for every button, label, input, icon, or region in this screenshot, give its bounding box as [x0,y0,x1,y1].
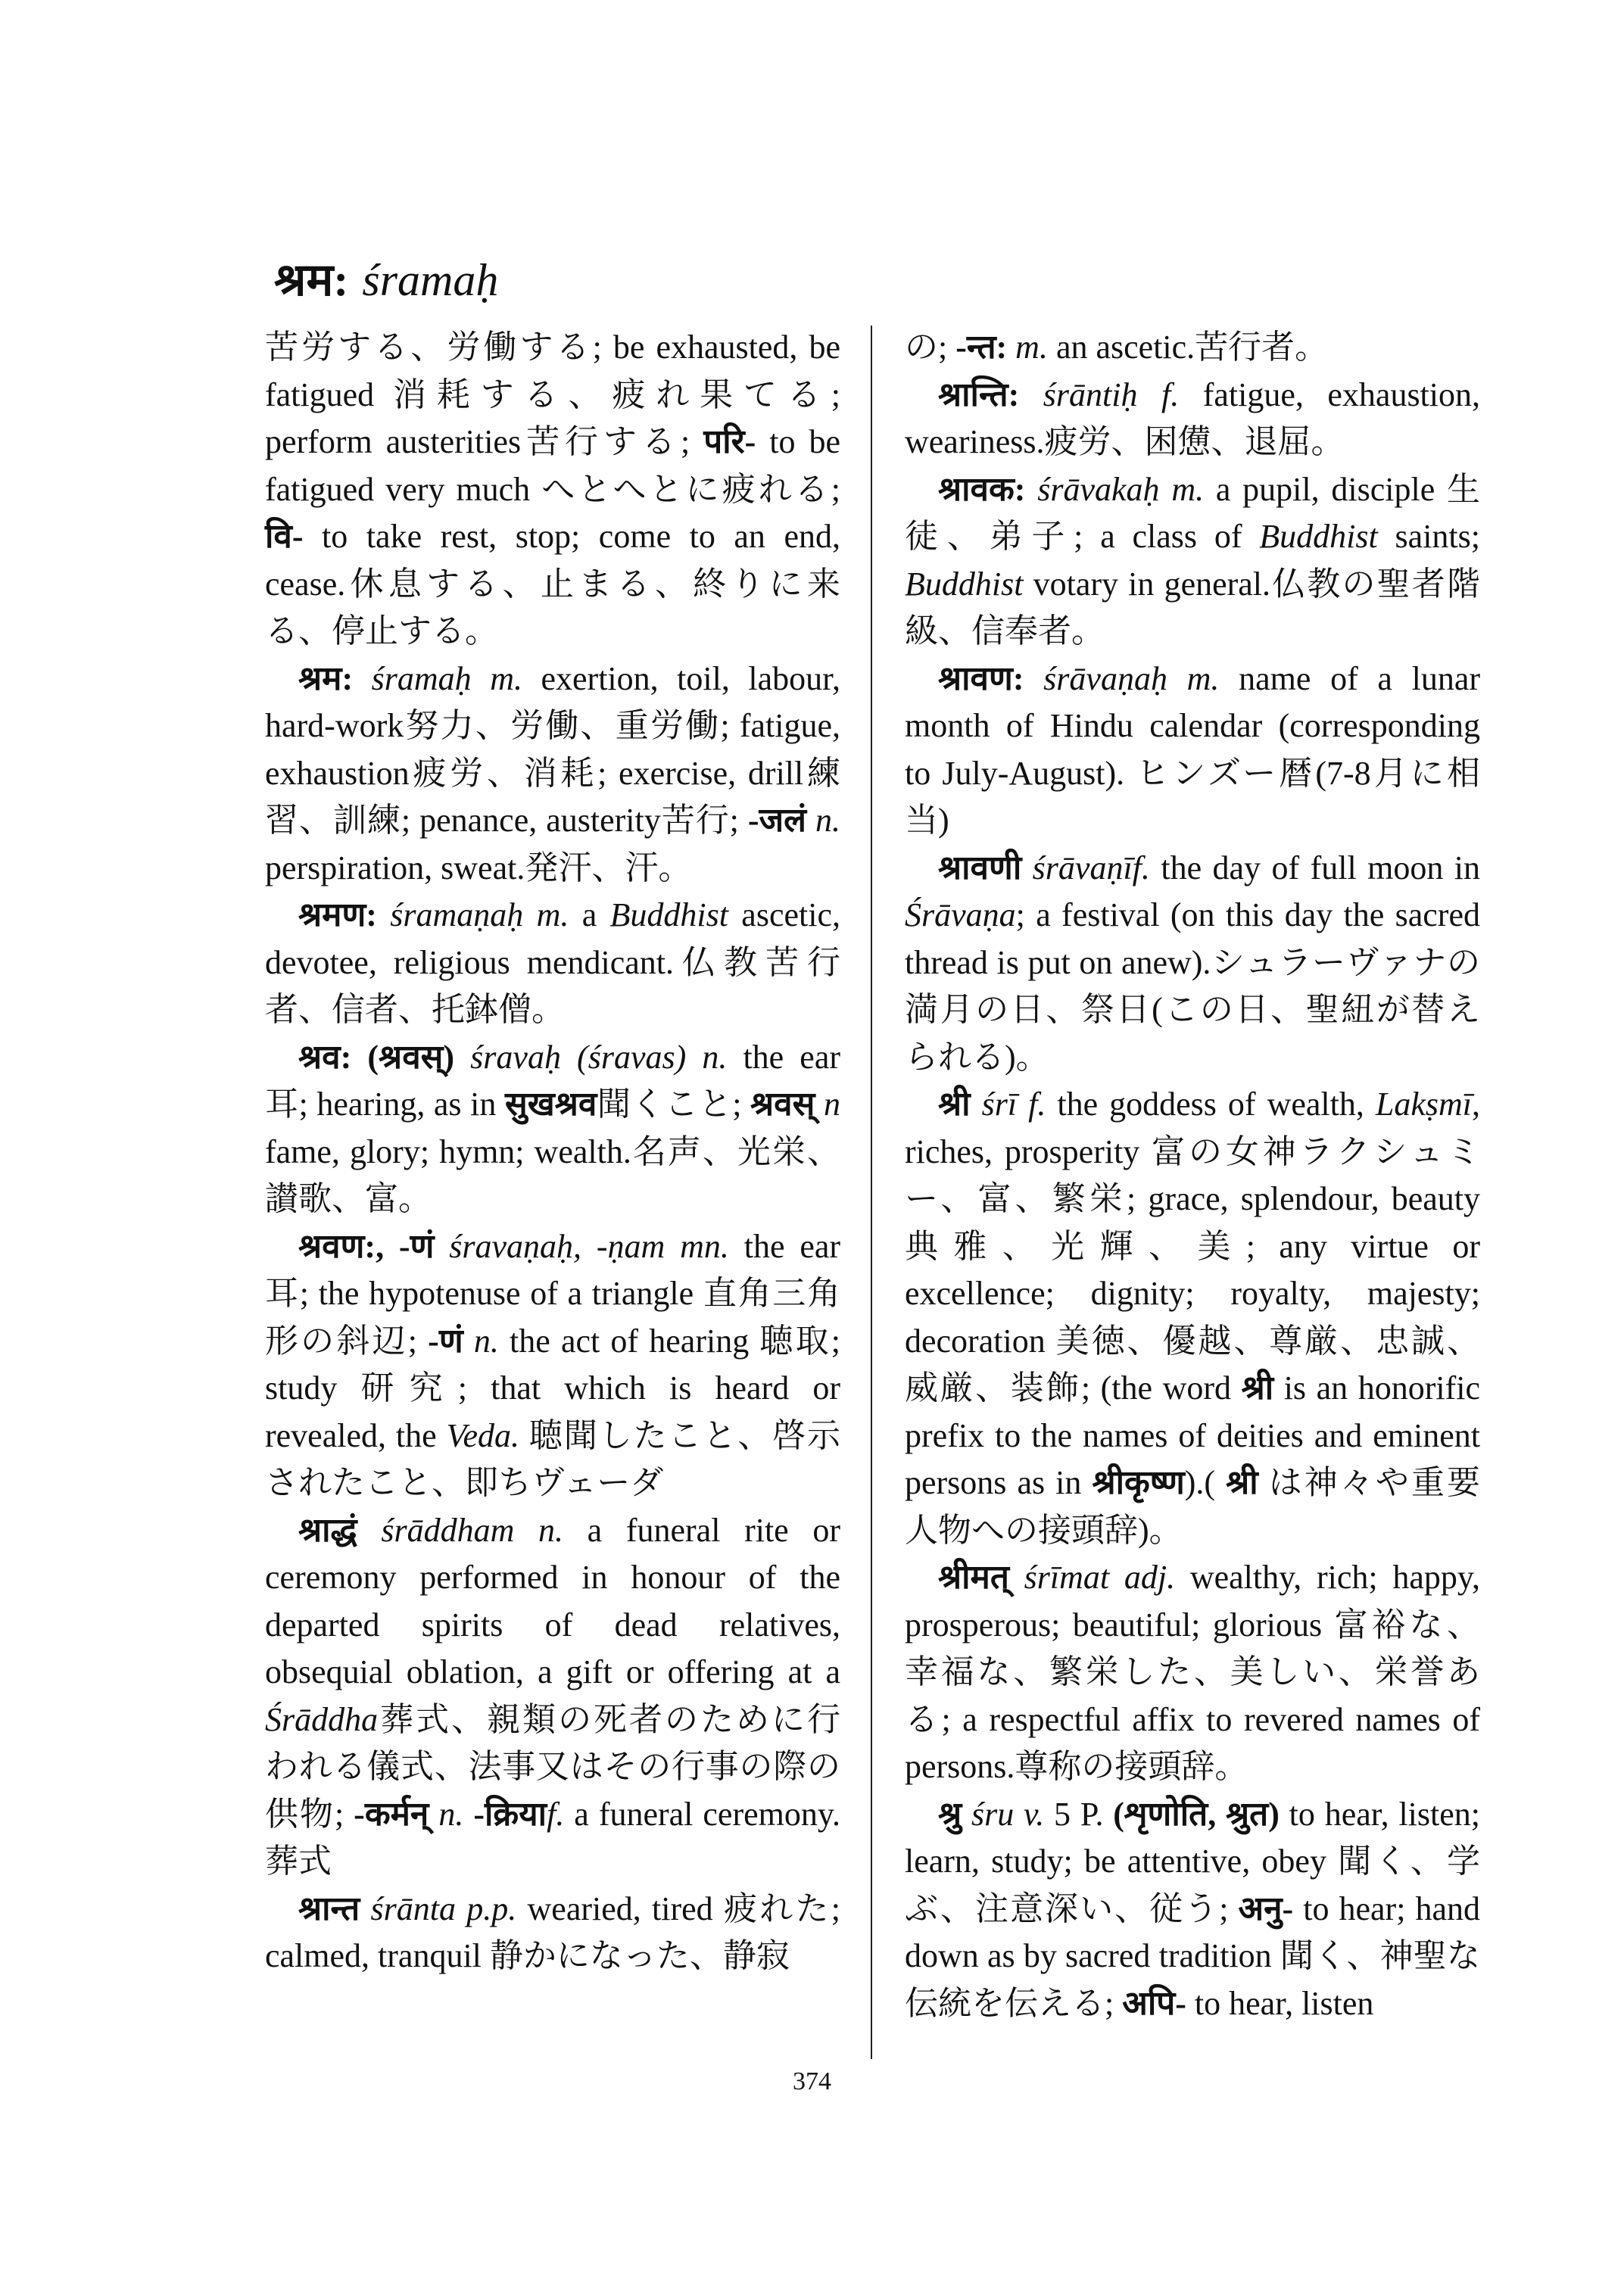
entry-definition: is an honorific prefix to the names of deities and eminent persons as in [905,1369,1480,1501]
entry-romanization: śrīmat [1024,1559,1110,1596]
entry-romanization: śravaḥ (śravas) [470,1038,687,1076]
entry-definition: a pupil, disciple 生徒、弟子; a class of [905,470,1480,555]
entry-headword: श्रवण:, -णं [298,1227,435,1265]
entry-headword: श्रावणी [938,849,1022,886]
subentry-headword: -कर्मन् [354,1795,429,1833]
header-romanized: śramaḥ [362,255,499,305]
subentry-grammar: f. [547,1795,565,1833]
entry-grammar: m. [536,896,569,933]
entry-headword: श्रावण: [938,659,1024,697]
entry-romanization: śrāvaṇaḥ [1043,659,1167,697]
entry-definition: fatigue, exhaustion, weariness.疲労、困憊、退屈。 [905,375,1481,460]
subentry-grammar: n [824,1086,840,1123]
subentry-headword: -क्रिया [463,1795,547,1833]
subentry-definition: an ascetic.苦行者。 [1047,329,1329,366]
entry-definition: , riches, prosperity 富の女神ラクシュミー、富、繁栄; grace, splendour, beauty 典雅、光輝、美; any virtue or excellence; dignity; royalty, majesty; decoration 美徳、優越、尊厳、忠誠、威厳、装飾; (the word [905,1086,1481,1407]
entry-shravanah-month [905,656,1480,845]
entry-grammar: n. [702,1038,728,1076]
entry-italic-term: Buddhist [1259,518,1378,555]
entry-italic-term: Lakṣmī [1375,1086,1473,1123]
entry-italic-term: Śrāvaṇa [905,896,1016,933]
entry-romanization: śrāvaṇī [1032,849,1133,886]
entry-italic-term: Buddhist [905,565,1024,603]
entry-definition: 聞くこと; [597,1086,751,1123]
entry-definition: the ear 耳; the hypotenuse of a triangle 直角三角形の斜辺; [265,1227,841,1360]
entry-headword: श्रम: [298,659,354,697]
subentry-definition: a funeral ceremony. 葬式 [265,1795,840,1880]
entry-definition: the day of full moon in [1149,849,1480,886]
entry-headword: श्राद्धं [298,1511,357,1549]
entry-headword-variant: (श्रवस्) [367,1038,455,1076]
subentry-headword: -न्त: [955,329,1008,366]
entry-example: सुखश्रव [504,1086,597,1123]
entry-romanization: śrānta [370,1890,456,1927]
subentry-grammar: n. [815,802,840,839]
entry-grammar: f. [1028,1086,1046,1123]
entry-continuation [265,324,840,656]
entry-devanagari-term: श्रीकृष्ण [1092,1464,1185,1501]
entry-definition: 5 P. [1044,1795,1114,1833]
subentry-headword: श्रवस् [750,1086,815,1123]
entry-definition: votary in general.仏教の聖者階級、信奉者。 [905,565,1480,650]
subentry-headword: अपि- [1122,1984,1186,2022]
subentry-definition: perspiration, sweat.発汗、汗。 [265,849,692,886]
entry-definition: ascetic, devotee, religious mendicant.仏教苦行者、信者、托鉢僧。 [265,896,840,1028]
subentry-headword: -जलं [747,802,807,839]
entry-shravani [905,845,1480,1082]
entry-headword: श्रान्ति: [938,375,1020,413]
entry-romanization: śrī [981,1086,1018,1123]
entry-definition: ).( [1184,1464,1227,1501]
subentry-definition: to hear, listen [1186,1984,1374,2022]
entry-shrantih [905,372,1480,466]
entry-shrimat [905,1554,1480,1791]
entry-shranta [265,1886,840,1980]
entry-definition: saints; [1377,518,1480,555]
entry-shravakah [905,466,1480,656]
entry-shramah [265,656,840,893]
entry-grammar: n. [538,1511,564,1549]
subentry-grammar: n. [438,1795,464,1833]
entry-italic-term: Śrāddha [265,1700,379,1738]
entry-definition: the ear 耳; hearing, as in [265,1038,841,1123]
subentry-definition: to take rest, stop; come to an end, cease.休息する、止まる、終りに来る、停止する。 [265,518,840,650]
entry-shri [905,1081,1480,1554]
entry-definition: name of a lunar month of Hindu calendar (corresponding to July-August). ヒンズー暦(7-8月に相当) [905,659,1481,839]
entry-definition: ; a festival (on this day the sacred thread is put on anew).シュラーヴァナの満月の日、祭日(この日、聖紐が替えられる)。 [905,896,1480,1076]
running-header [274,250,498,310]
subentry-headword: परि- [703,423,756,460]
entry-grammar: f. [1161,375,1180,413]
entry-romanization: śrāddham [381,1511,515,1549]
entry-grammar: m. [1186,659,1220,697]
entry-grammar: m. [490,659,522,697]
entry-definition: a funeral rite or ceremony performed in honour of the departed spirits of dead relatives, obsequial oblation, a gift or offering at a [265,1511,840,1690]
entry-definition: wealthy, rich; happy, prosperous; beautiful; glorious 富裕な、幸福な、繁栄した、美しい、栄誉ある; a respectful affix to revered names of persons.尊称の接頭辞。 [905,1559,1480,1785]
entry-romanization: śravaṇaḥ, -ṇam [449,1227,665,1265]
entry-italic-term: Veda. [446,1416,520,1454]
entry-definition: the goddess of wealth, [1046,1086,1376,1123]
entry-headword: श्रु [938,1795,962,1833]
entry-italic-term: Buddhist [609,896,728,933]
subentry-definition: to hear; hand down as by sacred tradition 聞く、神聖な伝統を伝える; [905,1890,1480,2022]
subentry-headword: अनु- [1238,1890,1294,1927]
entry-headword: श्रव: [298,1038,352,1076]
entry-definition: 聴聞したこと、啓示されたこと、即ちヴェーダ [265,1416,840,1501]
left-column [265,324,840,1980]
entry-shraddham [265,1507,840,1886]
entry-headword: श्री [938,1086,971,1123]
subentry-definition: fame, glory; hymn; wealth.名声、光栄、讃歌、富。 [265,1132,840,1217]
subentry-grammar: n. [473,1322,499,1360]
entry-grammar: adj. [1124,1559,1176,1596]
entry-text: 苦労する、労働する; be exhausted, be fatigued 消耗する、疲れ果てる; perform austerities苦行する; [265,329,840,460]
entry-devanagari-term: श्री [1241,1369,1274,1407]
entry-romanization: śramaḥ [371,659,472,697]
entry-romanization: śrāvakaḥ [1037,470,1160,508]
header-devanagari: श्रम: [274,255,349,305]
entry-definition: exertion, toil, labour, hard-work努力、労働、重労働; fatigue, exhaustion疲労、消耗; exercise, drill練習、訓練; penance, austerity苦行; [265,659,840,839]
entry-continuation [905,324,1480,372]
entry-headword: श्रमण: [298,896,377,933]
entry-headword: श्रावक: [938,470,1026,508]
right-column [905,324,1480,2027]
entry-grammar: v. [1024,1795,1045,1833]
entry-devanagari-term: श्री [1226,1464,1258,1501]
entry-shravah [265,1034,840,1223]
entry-definition: 葬式、親類の死者のために行われる儀式、法事又はその行事の際の供物; [265,1700,840,1833]
column-divider [871,326,872,2059]
entry-definition: wearied, tired 疲れた; calmed, tranquil 静かになった、静寂 [265,1890,840,1974]
entry-grammar: mn. [680,1227,729,1265]
entry-shru [905,1791,1480,2028]
entry-romanization: śru [971,1795,1015,1833]
entry-definition: は神々や重要人物への接頭辞)。 [905,1464,1480,1549]
entry-definition: a [569,896,610,933]
entry-definition: to hear, listen; learn, study; be attentive, obey 聞く、学ぶ、注意深い、従う; [905,1795,1480,1927]
page-number: 374 [793,2067,831,2095]
subentry-headword: वि- [265,518,304,555]
entry-shravanah [265,1223,840,1507]
entry-shramanah [265,892,840,1034]
entry-grammar: p.p. [466,1890,517,1927]
entry-text: の; [905,329,956,366]
entry-headword: श्रीमत् [938,1559,1009,1596]
entry-romanization: śramaṇaḥ [390,896,524,933]
subentry-definition: the act of hearing 聴取; study 研究; that which is heard or revealed, the [265,1322,840,1454]
entry-romanization: śrāntiḥ [1043,375,1138,413]
entry-headword: श्रान्त [298,1890,360,1927]
entry-verb-forms: (शृणोति, श्रुत) [1113,1795,1280,1833]
entry-grammar: f. [1132,849,1150,886]
subentry-grammar: m. [1015,329,1048,366]
entry-grammar: m. [1171,470,1205,508]
subentry-definition: to be fatigued very much へとへとに疲れる; [265,423,840,508]
subentry-headword: -णं [428,1322,463,1360]
